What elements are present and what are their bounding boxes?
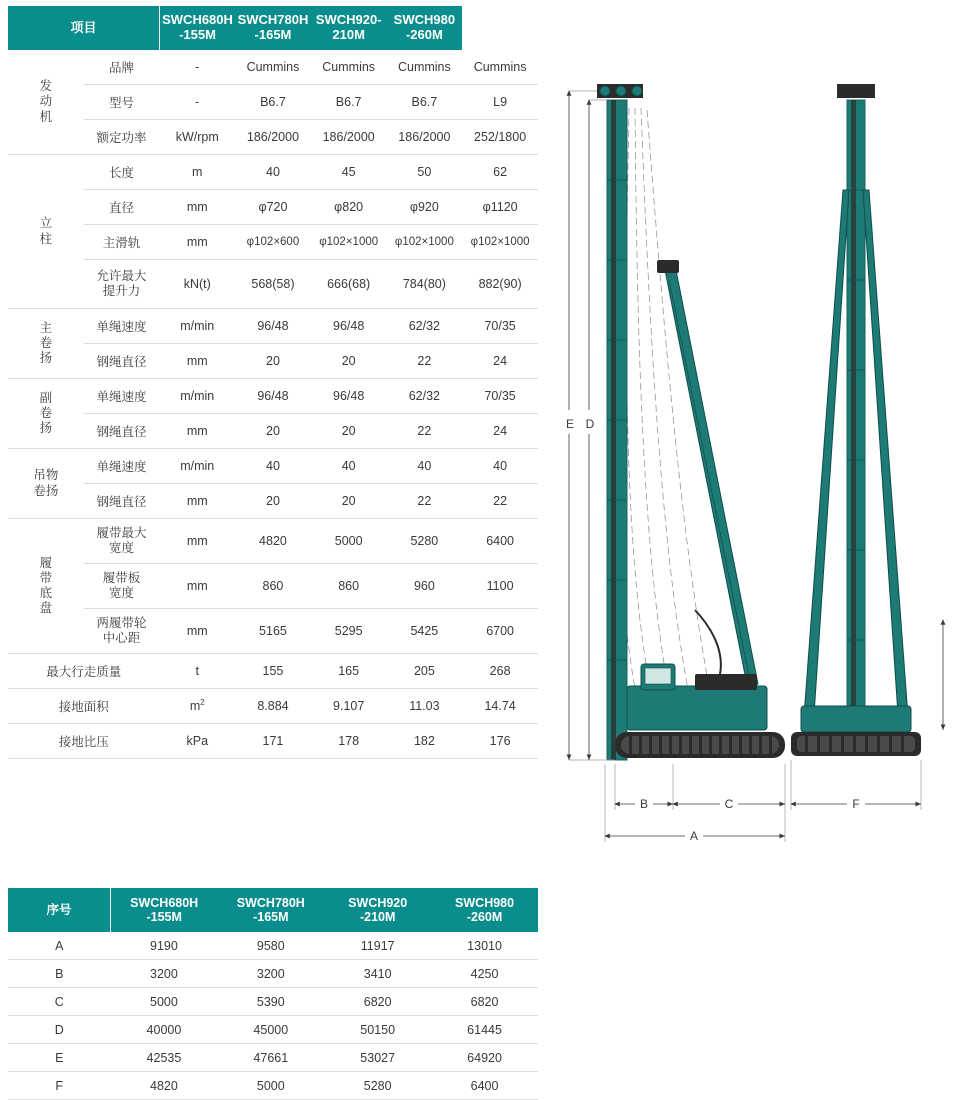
row-item: 两履带轮 中心距	[84, 609, 160, 654]
cell-value: 22	[462, 484, 538, 519]
cell-value: 40	[462, 449, 538, 484]
cell-value: 11917	[324, 932, 431, 960]
front-undercarriage	[791, 706, 921, 756]
dim-header-col2: SWCH780H -165M	[217, 888, 324, 932]
dim-row-label: C	[8, 988, 111, 1016]
cell-value: 96/48	[235, 379, 311, 414]
cell-value: L9	[462, 85, 538, 120]
cell-value: 96/48	[311, 309, 387, 344]
table-row	[8, 932, 538, 960]
dimension-label-A: A	[689, 829, 699, 843]
cell-value: 176	[462, 724, 538, 759]
cell-value: 24	[462, 344, 538, 379]
row-unit: t	[159, 654, 235, 689]
row-item: 接地面积	[8, 689, 159, 724]
table-row	[8, 960, 538, 988]
row-item: 单绳速度	[84, 449, 160, 484]
spec-header-row	[8, 6, 538, 50]
table-row	[8, 309, 538, 344]
dimension-label-B: B	[639, 797, 649, 811]
spec-header-col4-line2: -260M	[405, 27, 443, 42]
front-crown	[837, 84, 875, 98]
cell-value: 6400	[431, 1072, 538, 1100]
cell-value: 568(58)	[235, 260, 311, 309]
cell-value: 20	[235, 344, 311, 379]
cell-value: 186/2000	[387, 120, 463, 155]
row-unit: kW/rpm	[159, 120, 235, 155]
spec-header-col2-line2: -165M	[254, 27, 292, 42]
cell-value: 860	[235, 564, 311, 609]
row-unit: m/min	[159, 449, 235, 484]
spec-header-col4	[387, 6, 463, 50]
table-row	[8, 190, 538, 225]
cell-value: 13010	[431, 932, 538, 960]
dimension-table-container	[8, 888, 538, 1100]
dimension-F	[791, 792, 921, 814]
cell-value: 3410	[324, 960, 431, 988]
dimension-label-F: F	[852, 797, 860, 811]
row-unit: kPa	[159, 724, 235, 759]
group-label-mast: 立 柱	[8, 155, 84, 309]
cell-value: 50	[387, 155, 463, 190]
dimension-table-head	[8, 888, 538, 932]
row-unit: -	[159, 50, 235, 85]
dimension-B	[615, 792, 673, 814]
row-unit: mm	[159, 609, 235, 654]
machine-drawing	[545, 70, 955, 880]
cell-value: 960	[387, 564, 463, 609]
dim-row-label: B	[8, 960, 111, 988]
table-row	[8, 414, 538, 449]
spec-table-head	[8, 6, 538, 50]
table-row	[8, 85, 538, 120]
cell-value: 5000	[217, 1072, 324, 1100]
cell-value: 205	[387, 654, 463, 689]
cell-value: 5280	[387, 519, 463, 564]
row-unit: mm	[159, 484, 235, 519]
spec-header-col1	[159, 6, 235, 50]
group-label-lifting-winch: 吊物 卷扬	[8, 449, 84, 519]
cell-value: 20	[235, 414, 311, 449]
cell-value: 20	[235, 484, 311, 519]
cell-value: φ102×600	[235, 225, 311, 260]
spec-header-item-line1: 项目	[70, 19, 97, 35]
row-unit: -	[159, 85, 235, 120]
cell-value: φ102×1000	[462, 225, 538, 260]
row-item: 钢绳直径	[84, 414, 160, 449]
cell-value: 182	[387, 724, 463, 759]
dimension-A	[605, 824, 785, 846]
dim-row-label: E	[8, 1044, 111, 1072]
cell-value: 40	[311, 449, 387, 484]
cell-value: 45000	[217, 1016, 324, 1044]
cell-value: 5425	[387, 609, 463, 654]
cell-value: 6700	[462, 609, 538, 654]
cell-value: 62/32	[387, 379, 463, 414]
cell-value: 64920	[431, 1044, 538, 1072]
cell-value: 4820	[111, 1072, 218, 1100]
table-row	[8, 1016, 538, 1044]
spec-header-col3-line2: 210M	[332, 27, 365, 42]
spec-header-col2	[235, 6, 311, 50]
cell-value: 3200	[111, 960, 218, 988]
cell-value: 22	[387, 344, 463, 379]
cell-value: 53027	[324, 1044, 431, 1072]
cell-value: 5000	[311, 519, 387, 564]
cell-value: 20	[311, 414, 387, 449]
cell-value: 62/32	[387, 309, 463, 344]
row-item: 履带板 宽度	[84, 564, 160, 609]
cell-value: 6400	[462, 519, 538, 564]
cell-value: Cummins	[462, 50, 538, 85]
table-row	[8, 120, 538, 155]
cell-value: 165	[311, 654, 387, 689]
dim-header-col3: SWCH920 -210M	[324, 888, 431, 932]
dimension-header-row	[8, 888, 538, 932]
cell-value: 268	[462, 654, 538, 689]
cell-value: 96/48	[311, 379, 387, 414]
spec-header-col1-line1: SWCH680H	[162, 12, 233, 28]
table-row	[8, 689, 538, 724]
cell-value: 61445	[431, 1016, 538, 1044]
cell-value: 186/2000	[235, 120, 311, 155]
row-item: 钢绳直径	[84, 344, 160, 379]
cell-value: 252/1800	[462, 120, 538, 155]
cell-value: 40	[235, 155, 311, 190]
cell-value: 4250	[431, 960, 538, 988]
cell-value: 8.884	[235, 689, 311, 724]
row-unit: $m^2$	[159, 689, 235, 724]
table-row	[8, 449, 538, 484]
dimension-C	[673, 792, 785, 814]
spec-header-col1-line2: -155M	[179, 27, 216, 42]
table-row	[8, 654, 538, 689]
cell-value: φ820	[311, 190, 387, 225]
cell-value: 40000	[111, 1016, 218, 1044]
row-unit: m/min	[159, 379, 235, 414]
cell-value: 20	[311, 344, 387, 379]
cell-value: 70/35	[462, 309, 538, 344]
row-item: 履带最大 宽度	[84, 519, 160, 564]
cell-value: 22	[387, 414, 463, 449]
crawler-track	[615, 732, 785, 758]
spec-header-col3	[311, 6, 387, 50]
cell-value: 4820	[235, 519, 311, 564]
table-row	[8, 50, 538, 85]
table-row	[8, 344, 538, 379]
side-view-group	[561, 84, 785, 846]
cell-value: 50150	[324, 1016, 431, 1044]
cell-value: Cummins	[387, 50, 463, 85]
group-label-main-winch: 主 卷 扬	[8, 309, 84, 379]
cell-value: 171	[235, 724, 311, 759]
row-item: 允许最大 提升力	[84, 260, 160, 309]
cell-value: B6.7	[235, 85, 311, 120]
dimension-label-E: E	[565, 417, 575, 431]
spec-table	[8, 6, 538, 759]
row-item: 型号	[84, 85, 160, 120]
cell-value: 784(80)	[387, 260, 463, 309]
table-row	[8, 609, 538, 654]
cell-value: 6820	[431, 988, 538, 1016]
cell-value: 882(90)	[462, 260, 538, 309]
cell-value: B6.7	[387, 85, 463, 120]
row-item: 最大行走质量	[8, 654, 159, 689]
dim-row-label: F	[8, 1072, 111, 1100]
cell-value: 11.03	[387, 689, 463, 724]
spec-table-body	[8, 50, 538, 759]
cell-value: 47661	[217, 1044, 324, 1072]
table-row	[8, 564, 538, 609]
cell-value: 40	[235, 449, 311, 484]
cell-value: Cummins	[235, 50, 311, 85]
row-unit: mm	[159, 344, 235, 379]
cell-value: φ720	[235, 190, 311, 225]
table-row	[8, 260, 538, 309]
cell-value: 5295	[311, 609, 387, 654]
cell-value: 860	[311, 564, 387, 609]
cell-value: 5390	[217, 988, 324, 1016]
row-item: 额定功率	[84, 120, 160, 155]
dim-row-label: A	[8, 932, 111, 960]
cell-value: 1100	[462, 564, 538, 609]
table-row	[8, 484, 538, 519]
dimension-table-body	[8, 932, 538, 1100]
row-unit: kN(t)	[159, 260, 235, 309]
cell-value: 70/35	[462, 379, 538, 414]
dimension-D	[581, 100, 599, 760]
spec-header-col4-line1: SWCH980	[393, 12, 456, 28]
cell-value: 9.107	[311, 689, 387, 724]
cell-value: 22	[387, 484, 463, 519]
cell-value: 24	[462, 414, 538, 449]
cell-value: 5280	[324, 1072, 431, 1100]
row-item: 品牌	[84, 50, 160, 85]
dimension-table	[8, 888, 538, 1100]
row-unit: m/min	[159, 309, 235, 344]
row-item: 直径	[84, 190, 160, 225]
cell-value: 6820	[324, 988, 431, 1016]
cell-value: 40	[387, 449, 463, 484]
cell-value: 155	[235, 654, 311, 689]
cell-value: 5000	[111, 988, 218, 1016]
dim-header-col1: SWCH680H -155M	[111, 888, 218, 932]
row-unit: mm	[159, 190, 235, 225]
cell-value: 14.74	[462, 689, 538, 724]
group-label-engine: 发 动 机	[8, 50, 84, 155]
dim-row-label: D	[8, 1016, 111, 1044]
table-row	[8, 724, 538, 759]
table-row	[8, 519, 538, 564]
dimension-label-D: D	[585, 417, 595, 431]
dimension-label-C: C	[724, 797, 734, 811]
row-unit: m	[159, 155, 235, 190]
table-row	[8, 225, 538, 260]
drilling-rig-drawing-svg	[545, 70, 955, 880]
row-item: 钢绳直径	[84, 484, 160, 519]
table-row	[8, 155, 538, 190]
cell-value: φ920	[387, 190, 463, 225]
spec-header-col3-line1: SWCH920-	[315, 12, 382, 28]
spec-header-item	[8, 6, 159, 50]
cell-value: φ1120	[462, 190, 538, 225]
row-item: 单绳速度	[84, 309, 160, 344]
row-item: 长度	[84, 155, 160, 190]
dim-header-col4: SWCH980 -260M	[431, 888, 538, 932]
dim-header-index: 序号	[8, 888, 111, 932]
row-unit: mm	[159, 225, 235, 260]
cell-value: 45	[311, 155, 387, 190]
row-unit: mm	[159, 414, 235, 449]
spec-table-container	[8, 6, 538, 759]
group-label-aux-winch: 副 卷 扬	[8, 379, 84, 449]
cell-value: 42535	[111, 1044, 218, 1072]
cell-value: 666(68)	[311, 260, 387, 309]
table-row	[8, 988, 538, 1016]
row-item: 接地比压	[8, 724, 159, 759]
dimension-E	[561, 91, 579, 760]
cell-value: 20	[311, 484, 387, 519]
front-mast-rail	[851, 100, 856, 730]
group-label-crawler: 履 带 底 盘	[8, 519, 84, 654]
cell-value: 3200	[217, 960, 324, 988]
cell-value: 62	[462, 155, 538, 190]
table-row	[8, 1044, 538, 1072]
table-row	[8, 379, 538, 414]
cell-value: φ102×1000	[311, 225, 387, 260]
cell-value: φ102×1000	[387, 225, 463, 260]
row-unit: mm	[159, 519, 235, 564]
row-item: 单绳速度	[84, 379, 160, 414]
row-unit: mm	[159, 564, 235, 609]
cell-value: 96/48	[235, 309, 311, 344]
spec-header-col2-line1: SWCH780H	[237, 12, 309, 28]
cell-value: 186/2000	[311, 120, 387, 155]
row-item: 主滑轨	[84, 225, 160, 260]
cell-value: 9580	[217, 932, 324, 960]
cell-value: 5165	[235, 609, 311, 654]
cell-value: Cummins	[311, 50, 387, 85]
table-row	[8, 1072, 538, 1100]
front-view-group	[791, 84, 943, 814]
cell-value: B6.7	[311, 85, 387, 120]
cell-value: 9190	[111, 932, 218, 960]
cell-value: 178	[311, 724, 387, 759]
